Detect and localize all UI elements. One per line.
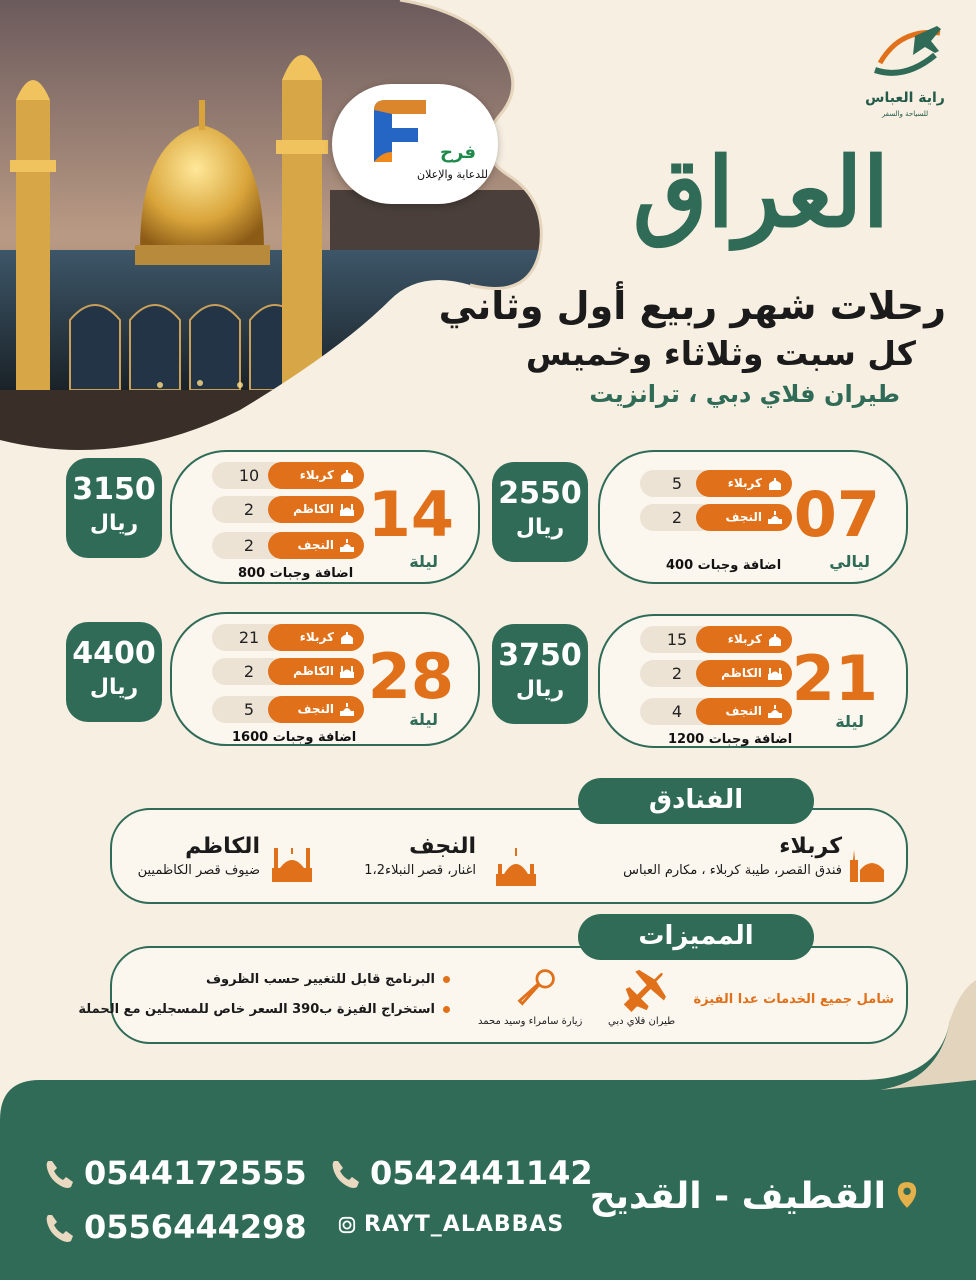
price-value: 3750 bbox=[498, 638, 582, 673]
city-pill bbox=[268, 624, 364, 651]
feature-bullet-2: استخراج الفيزة ب390 السعر خاص للمسجلين مع الحملة bbox=[78, 1002, 450, 1017]
city-count: 10 bbox=[212, 462, 286, 489]
meals-addon: اضافة وجبات 1600 bbox=[232, 730, 357, 745]
hotels-title: الفنادق bbox=[578, 778, 814, 824]
city-count: 5 bbox=[212, 696, 286, 723]
phone-icon bbox=[44, 1212, 76, 1244]
brand-name: راية العباس bbox=[865, 90, 945, 106]
city-name: النجف bbox=[725, 704, 762, 718]
mosque-icon bbox=[766, 474, 784, 492]
plane-icon bbox=[618, 966, 664, 1012]
hotel-city: كربلاء bbox=[779, 834, 842, 859]
price-currency: ريال bbox=[89, 511, 139, 536]
features-title: المميزات bbox=[578, 914, 814, 960]
feature-bullet-1: البرنامج قابل للتغيير حسب الظروف bbox=[206, 972, 450, 987]
mosque-icon bbox=[846, 840, 890, 884]
city-pill bbox=[696, 504, 792, 531]
city-row-karbala bbox=[212, 624, 364, 651]
city-count: 21 bbox=[212, 624, 286, 651]
city-pill bbox=[696, 626, 792, 653]
badge-subtitle: للدعاية والإعلان bbox=[417, 168, 488, 181]
city-count: 2 bbox=[212, 496, 286, 523]
nights-label: ليلة bbox=[835, 712, 864, 731]
city-count: 2 bbox=[640, 504, 714, 531]
phone-number-2[interactable]: 0542441142 bbox=[370, 1154, 593, 1192]
headline-line-2: كل سبت وثلاثاء وخميس bbox=[525, 334, 916, 373]
city-pill bbox=[268, 496, 364, 523]
mosque-icon bbox=[766, 664, 784, 682]
city-name: الكاظم bbox=[293, 664, 334, 678]
iraq-title-text: العراق bbox=[632, 136, 890, 249]
hotel-karbala bbox=[623, 834, 842, 878]
city-count: 4 bbox=[640, 698, 714, 725]
city-row-karbala bbox=[640, 470, 792, 497]
flight-label: طيران فلاي دبي bbox=[608, 1016, 676, 1027]
city-name: النجف bbox=[297, 702, 334, 716]
city-count: 2 bbox=[212, 532, 286, 559]
city-row-najaf bbox=[212, 696, 364, 723]
city-name: كربلاء bbox=[727, 476, 762, 490]
city-pill bbox=[268, 462, 364, 489]
iraq-title bbox=[632, 108, 890, 258]
price-currency: ريال bbox=[515, 677, 565, 702]
phone-icon bbox=[44, 1158, 76, 1190]
city-row-karbala bbox=[640, 626, 792, 653]
city-row-najaf bbox=[212, 532, 364, 559]
nights-label: ليلة bbox=[409, 552, 438, 571]
package-card-28 bbox=[170, 612, 480, 746]
city-name: كربلاء bbox=[299, 468, 334, 482]
mosque-icon bbox=[338, 700, 356, 718]
city-count: 5 bbox=[640, 470, 714, 497]
city-name: كربلاء bbox=[299, 630, 334, 644]
city-row-karbala bbox=[212, 462, 364, 489]
hotel-najaf bbox=[364, 834, 476, 878]
nights-label: ليلة bbox=[409, 710, 438, 729]
city-pill bbox=[696, 470, 792, 497]
city-count: 2 bbox=[212, 658, 286, 685]
headline-line-3: طيران فلاي دبي ، ترانزيت bbox=[589, 380, 900, 408]
city-name: النجف bbox=[725, 510, 762, 524]
phone-number-3[interactable]: 0556444298 bbox=[84, 1208, 307, 1246]
nights-value: 07 bbox=[793, 478, 880, 551]
instagram-handle[interactable]: RAYT_ALABBAS bbox=[364, 1212, 565, 1237]
city-pill bbox=[268, 696, 364, 723]
plane-logo-icon bbox=[860, 18, 950, 88]
city-name: الكاظم bbox=[293, 502, 334, 516]
mosque-icon bbox=[338, 662, 356, 680]
hotel-city: الكاظم bbox=[185, 834, 260, 859]
phone-number-1[interactable]: 0544172555 bbox=[84, 1154, 307, 1192]
mosque-icon bbox=[270, 840, 314, 884]
city-pill bbox=[696, 698, 792, 725]
nights-value: 21 bbox=[791, 642, 878, 715]
mosque-icon bbox=[494, 844, 538, 888]
hotel-list: اغنار، قصر النبلاء1،2 bbox=[364, 863, 476, 878]
brand-subtitle: للسياحة والسفر bbox=[881, 110, 929, 118]
price-tag-21 bbox=[492, 624, 588, 724]
mosque-icon bbox=[766, 508, 784, 526]
package-card-21 bbox=[598, 614, 908, 748]
meals-addon: اضافة وجبات 800 bbox=[238, 566, 354, 581]
mosque-icon bbox=[338, 500, 356, 518]
instagram-icon bbox=[338, 1216, 356, 1234]
mosque-icon bbox=[338, 536, 356, 554]
package-card-07 bbox=[598, 450, 908, 584]
price-tag-28 bbox=[66, 622, 162, 722]
price-value: 4400 bbox=[72, 636, 156, 671]
hotel-city: النجف bbox=[409, 834, 476, 859]
visit-label: زيارة سامراء وسيد محمد bbox=[478, 1016, 583, 1027]
feature-main: شامل جميع الخدمات عدا الفيزة bbox=[693, 992, 894, 1007]
city-pill bbox=[696, 660, 792, 687]
city-count: 2 bbox=[640, 660, 714, 687]
hotel-list: ضيوف قصر الكاظميين bbox=[137, 863, 260, 878]
city-row-kadhim bbox=[640, 660, 792, 687]
package-card-14 bbox=[170, 450, 480, 584]
badge-f-icon bbox=[362, 90, 442, 180]
price-value: 2550 bbox=[498, 476, 582, 511]
mosque-icon bbox=[766, 702, 784, 720]
nights-value: 14 bbox=[367, 478, 454, 551]
badge-name: فرح bbox=[440, 142, 476, 163]
city-pill bbox=[268, 532, 364, 559]
mosque-icon bbox=[338, 628, 356, 646]
price-currency: ريال bbox=[515, 515, 565, 540]
phone-icon bbox=[330, 1158, 362, 1190]
nights-value: 28 bbox=[367, 640, 454, 713]
city-row-kadhim bbox=[212, 658, 364, 685]
price-value: 3150 bbox=[72, 472, 156, 507]
location-text: القطيف - القديح bbox=[589, 1176, 886, 1217]
city-row-najaf bbox=[640, 504, 792, 531]
agency-badge bbox=[332, 84, 498, 204]
hotel-list: فندق القصر، طيبة كربلاء ، مكارم العباس bbox=[623, 863, 842, 878]
meals-addon: اضافة وجبات 1200 bbox=[668, 732, 793, 747]
price-tag-14 bbox=[66, 458, 162, 558]
city-row-kadhim bbox=[212, 496, 364, 523]
meals-addon: اضافة وجبات 400 bbox=[666, 558, 782, 573]
microphone-icon bbox=[514, 966, 558, 1010]
city-name: كربلاء bbox=[727, 632, 762, 646]
nights-label: ليالي bbox=[829, 552, 870, 571]
city-name: النجف bbox=[297, 538, 334, 552]
city-name: الكاظم bbox=[721, 666, 762, 680]
headline-line-1: رحلات شهر ربيع أول وثاني bbox=[438, 284, 946, 328]
location-pin-icon bbox=[896, 1180, 918, 1210]
brand-logo bbox=[860, 18, 950, 118]
price-currency: ريال bbox=[89, 675, 139, 700]
city-row-najaf bbox=[640, 698, 792, 725]
mosque-icon bbox=[338, 466, 356, 484]
city-pill bbox=[268, 658, 364, 685]
mosque-icon bbox=[766, 630, 784, 648]
hotel-kadhim bbox=[138, 834, 260, 878]
city-count: 15 bbox=[640, 626, 714, 653]
price-tag-07 bbox=[492, 462, 588, 562]
